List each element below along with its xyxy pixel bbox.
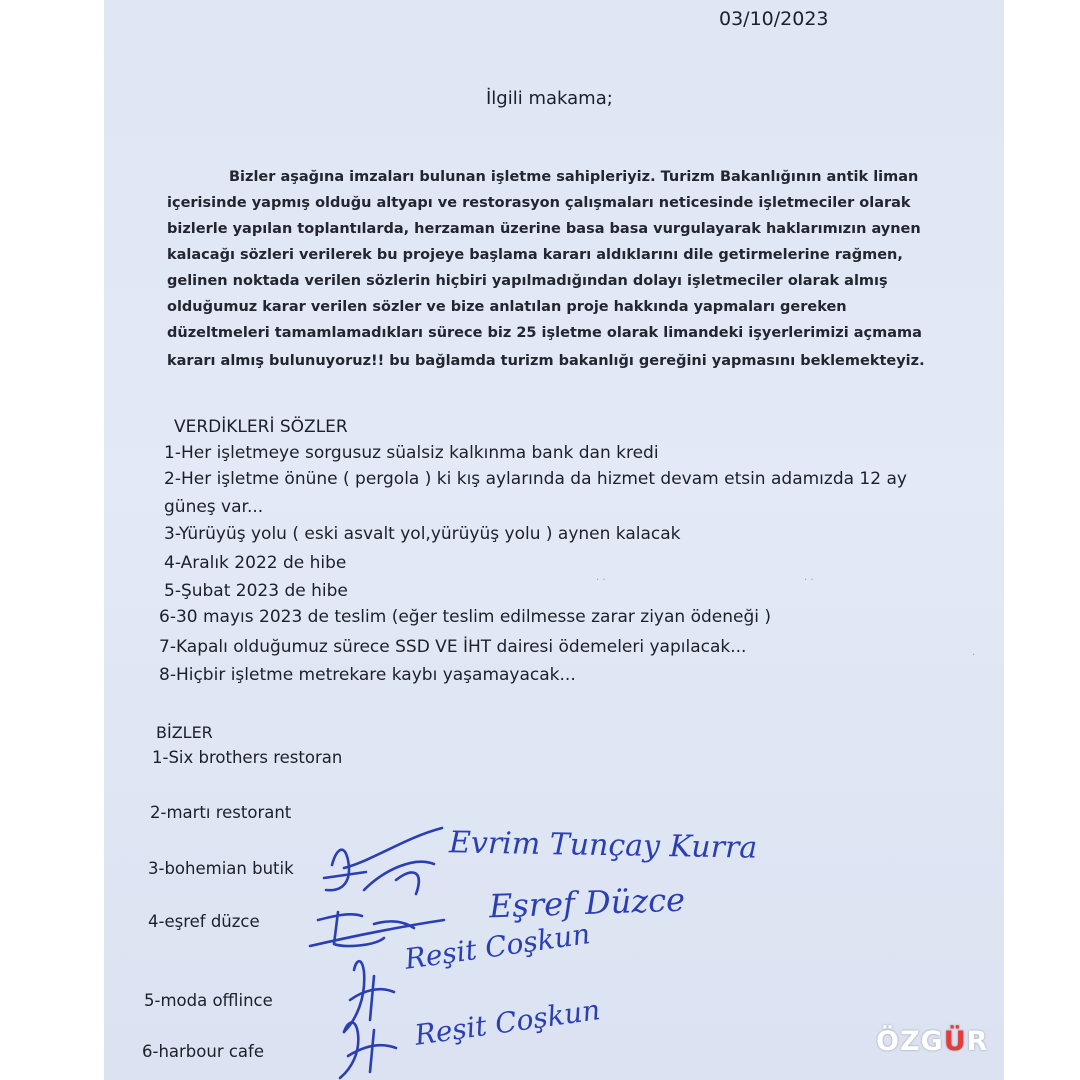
list-item: 5-Şubat 2023 de hibe (164, 581, 348, 601)
scan-speck: · · (596, 575, 606, 586)
signature-name: Eşref Düzce (488, 880, 686, 926)
paragraph-line: kararı almış bulunuyoruz!! bu bağlamda turizm bakanlığı gereğini yapmasını beklemekteyiz. (167, 353, 925, 369)
list-item: 5-moda offlince (144, 991, 273, 1010)
paragraph-line: olduğumuz karar verilen sözler ve bize anlatılan proje hakkında yapmaları gereken (167, 299, 847, 315)
list-item: 2-Her işletme önüne ( pergola ) ki kış aylarında da hizmet devam etsin adamızda 12 ay (164, 469, 907, 489)
list-item: 8-Hiçbir işletme metrekare kaybı yaşamayacak... (159, 665, 576, 685)
signature-name: Evrim Tunçay Kurra (448, 825, 758, 866)
list-item: 6-harbour cafe (142, 1042, 265, 1061)
paragraph-line: içerisinde yapmış olduğu altyapı ve restorasyon çalışmaları neticesinde işletmeciler olarak (167, 195, 911, 211)
scan-speck: · · (804, 575, 814, 586)
paragraph-line: Bizler aşağına imzaları bulunan işletme sahipleriyiz. Turizm Bakanlığının antik liman (229, 169, 919, 185)
document-page (104, 0, 1004, 1080)
members-heading: BİZLER (156, 723, 213, 742)
watermark-logo (876, 1026, 988, 1057)
list-item: 1-Her işletmeye sorgusuz süalsiz kalkınma bank dan kredi (164, 443, 659, 463)
salutation: İlgili makama; (486, 88, 613, 109)
signature-name: Reşit Coşkun (412, 993, 603, 1052)
watermark-prefix: ÖZG (876, 1026, 944, 1057)
list-item: 2-martı restorant (150, 803, 292, 822)
document-date: 03/10/2023 (719, 8, 829, 30)
list-item: 1-Six brothers restoran (152, 748, 343, 767)
paragraph-line: gelinen noktada verilen sözlerin hiçbiri yapılmadığından dolayı işletmeciler olarak almış (167, 273, 888, 289)
list-item: 4-Aralık 2022 de hibe (164, 553, 347, 573)
paragraph-line: kalacağı sözleri verilerek bu projeye başlama kararı aldıklarını dile getirmelerine rağmen, (167, 247, 903, 263)
list-item: 3-Yürüyüş yolu ( eski asvalt yol,yürüyüş yolu ) aynen kalacak (164, 524, 681, 544)
watermark-accent: Ü (943, 1026, 967, 1057)
list-item: 3-bohemian butik (148, 859, 294, 878)
promises-heading: VERDİKLERİ SÖZLER (174, 417, 348, 437)
list-item: 4-eşref düzce (148, 912, 260, 931)
signature-name: Reşit Coşkun (402, 917, 593, 976)
scan-speck: · (972, 650, 976, 661)
paragraph-line: düzeltmeleri tamamlamadıkları sürece biz 25 işletme olarak limandeki işyerlerimizi açmama (167, 325, 922, 341)
list-item: 6-30 mayıs 2023 de teslim (eğer teslim edilmesse zarar ziyan ödeneği ) (159, 607, 772, 627)
list-item: 7-Kapalı olduğumuz sürece SSD VE İHT dairesi ödemeleri yapılacak... (159, 637, 747, 657)
paragraph-line: bizlerle yapılan toplantılarda, herzaman üzerine basa basa vurgulayarak haklarımızın aynen (167, 221, 921, 237)
watermark-suffix: R (966, 1026, 989, 1057)
list-item: güneş var... (164, 497, 264, 517)
